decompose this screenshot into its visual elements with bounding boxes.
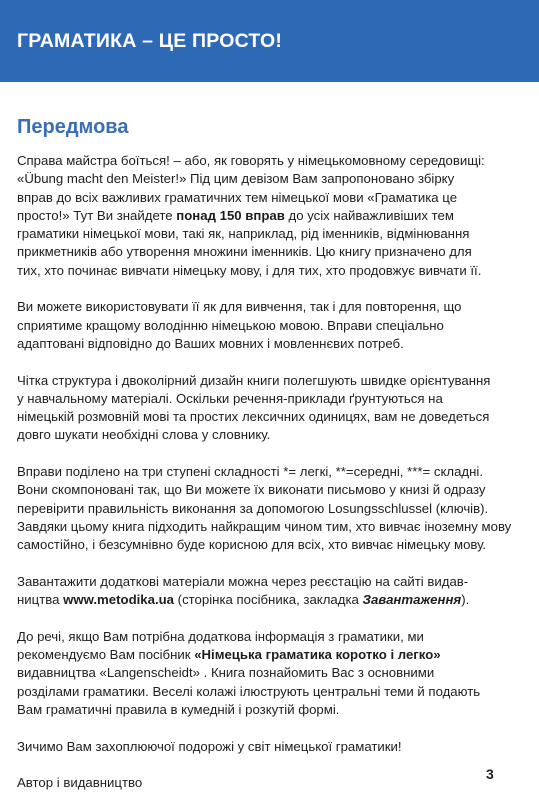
text-line [17, 591, 522, 609]
header-banner [0, 0, 539, 82]
text-run: до усіх найважливіших тем [284, 207, 454, 223]
text-line: Завантажити додаткові матеріали можна через реєстацію на сайті видав- [17, 573, 469, 589]
text-line: Чітка структура і двоколірний дизайн книги полегшують швидке орієнтування [17, 372, 491, 388]
text-line: «Übung macht den Meister!» Під цим девізом Вам запропоновано збірку [17, 171, 455, 187]
text-line: німецькій розмовній мові та простих лексичних одиницях, вам не доведеться [17, 409, 490, 425]
paragraph-wishes [17, 738, 522, 756]
text-line: сприятиме кращому володінню німецькою мовою. Вправи спеціально [17, 317, 444, 333]
text-line: Вони скомпоновані так, що Ви можете їх виконати письмово у книзі й одразу [17, 482, 486, 498]
text-line: у навчальному матеріалі. Оскільки речення-приклади ґрунтуються на [17, 390, 443, 406]
highlight-exercise-count: понад 150 вправ [176, 207, 285, 223]
paragraph-design [17, 372, 522, 445]
website-link: www.metodika.ua [63, 592, 175, 608]
text-line: Ви можете використовувати її як для вивчення, так і для повторення, що [17, 299, 462, 315]
page-heading: Передмова [17, 116, 129, 138]
text-line: До речі, якщо Вам потрібна додаткова інформація з граматики, ми [17, 628, 424, 644]
page-number: 3 [486, 766, 494, 782]
body-text [17, 152, 522, 811]
text-line: прикметників або утворення множини іменників. Цю книгу призначено для [17, 244, 472, 260]
text-line: Зичимо Вам захоплюючої подорожі у світ німецької граматики! [17, 738, 402, 754]
text-line: видавництва «Langenscheidt» . Книга познайомить Вас з основними [17, 665, 435, 681]
downloads-tab-label: Завантаження [362, 592, 462, 608]
text-run: ництва [17, 592, 64, 608]
text-line: розділами граматики. Веселі колажі ілюструють центральні теми й подають [17, 683, 481, 699]
text-line [17, 646, 522, 664]
text-line: тих, хто починає вивчати німецьку мову, і для тих, хто продовжує вивчати її. [17, 262, 482, 278]
text-line: Вам граматичні правила в кумедній і розкутій формі. [17, 701, 340, 717]
text-run: просто!» Тут Ви знайдете [17, 207, 177, 223]
text-line: довго шукати необхідні слова у словнику. [17, 427, 271, 443]
text-run: (сторінка посібника, закладка [174, 592, 363, 608]
text-line: перевірити правильність виконання за допомогою Losungsschlussel (ключів). [17, 500, 489, 516]
paragraph-downloads [17, 573, 522, 610]
signature [17, 774, 522, 792]
recommended-book-title: «Німецька граматика коротко і легко» [194, 647, 441, 663]
signature-text: Автор і видавництво [17, 775, 143, 791]
text-line [17, 207, 522, 225]
text-run: рекомендуємо Вам посібник [17, 647, 195, 663]
text-line: граматики німецької мови, такі як, наприклад, рід іменників, відмінювання [17, 226, 470, 242]
text-line: самостійно, і безсумнівно буде корисною для всіх, хто вивчає німецьку мову. [17, 537, 487, 553]
text-line: Завдяки цьому книга підходить найкращим чином тим, хто вивчає іноземну мову [17, 518, 512, 534]
text-line: Вправи поділено на три ступені складності *= легкі, **=середні, ***= складні. [17, 464, 483, 480]
paragraph-difficulty [17, 463, 522, 554]
paragraph-usage [17, 298, 522, 353]
paragraph-intro [17, 152, 522, 280]
text-line: вправ до всіх важливих граматичних тем німецької мови «Граматика це [17, 189, 458, 205]
text-run: ). [461, 592, 470, 608]
paragraph-recommendation [17, 628, 522, 719]
text-line: Справа майстра боїться! – або, як говорять у німецькомовному середовищі: [17, 153, 485, 168]
text-line: адаптовані відповідно до Ваших мовних і мовленнєвих потреб. [17, 335, 404, 351]
banner-title: ГРАМАТИКА – ЦЕ ПРОСТО! [17, 30, 283, 52]
